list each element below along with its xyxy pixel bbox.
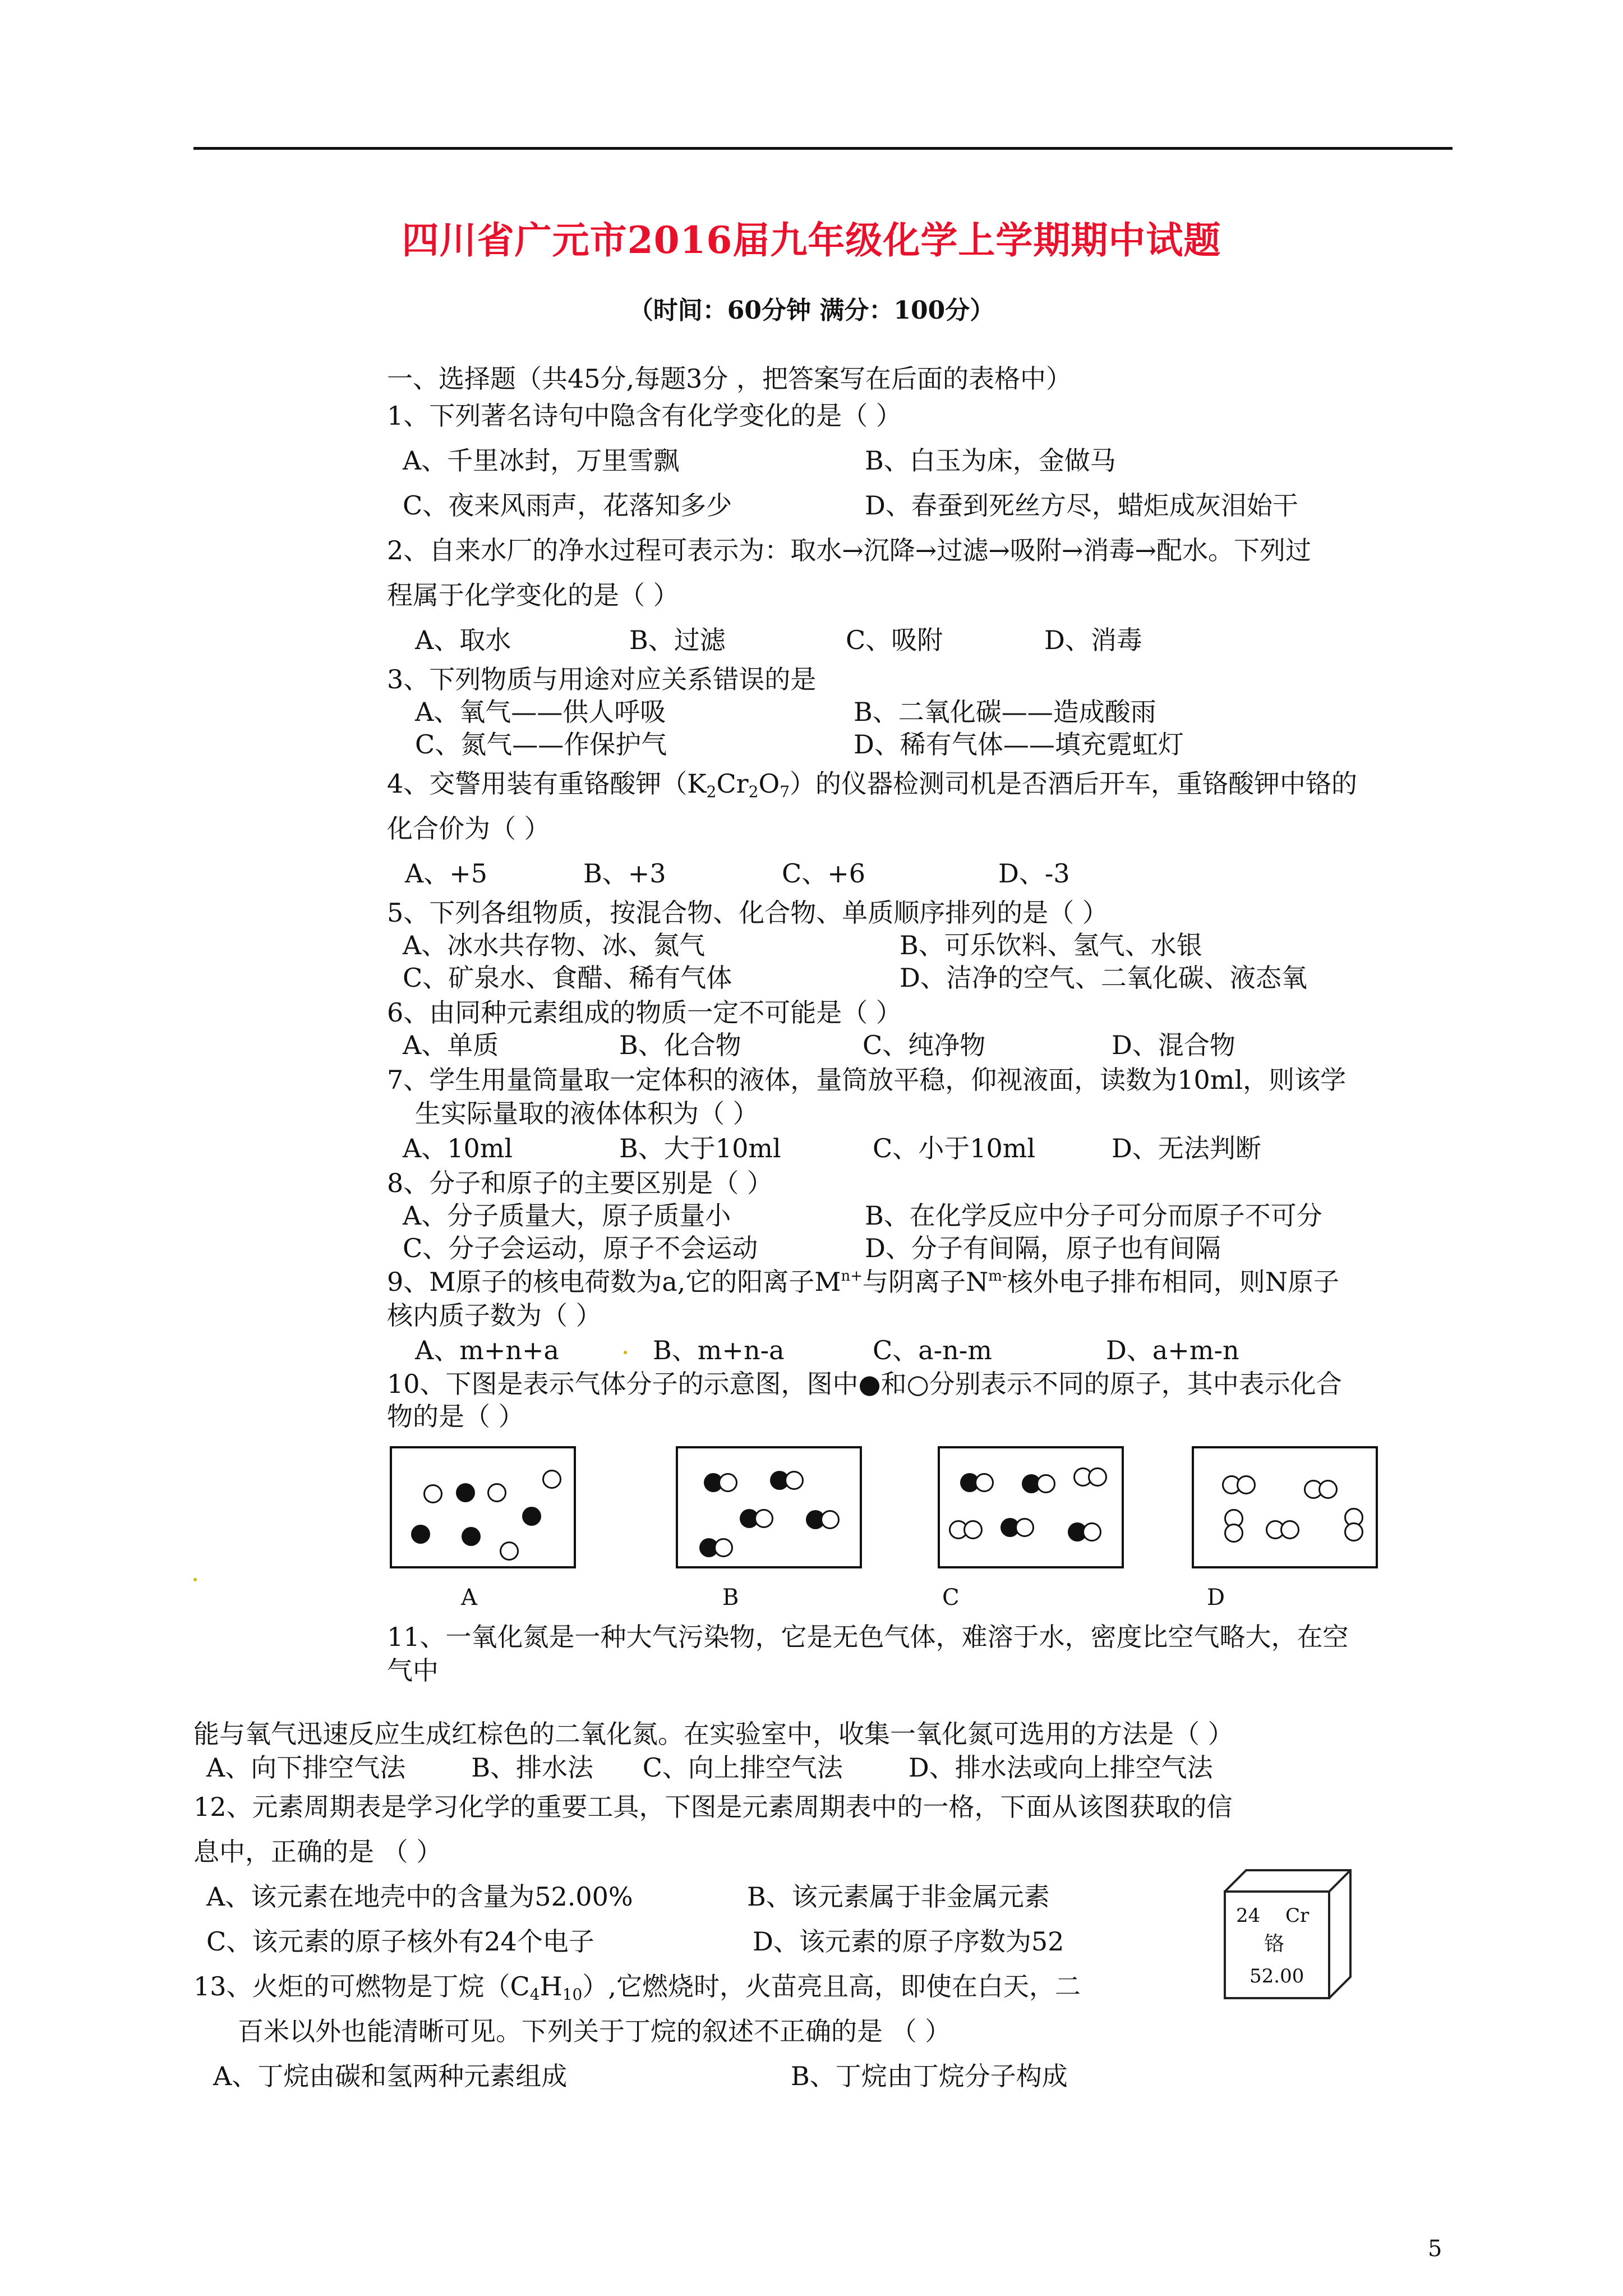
q7-stem-2: 生实际量取的液体体积为（ ） [415,1098,759,1129]
q4-option-d: D、-3 [998,858,1070,889]
white-atom [963,1520,983,1539]
stray-mark [193,1578,197,1581]
q12-option-a: A、该元素在地壳中的含量为52.00% [206,1881,633,1912]
q2-stem-2: 程属于化学变化的是（ ） [387,580,679,610]
molecule-box-d [1192,1446,1378,1568]
element-symbol: Cr [1285,1904,1310,1927]
q8-option-a: A、分子质量大，原子质量小 [403,1200,731,1231]
q4-option-a: A、+5 [405,858,488,889]
white-atom [500,1542,519,1561]
q13-stem-1: 13、火炬的可燃物是丁烷$(C_4H_{10})$,它燃烧时，火苗亮且高，即使在白天，二 [193,1971,1081,2004]
white-atom [487,1483,506,1502]
white-atom [1344,1522,1363,1542]
q3-option-c: C、氮气——作保护气 [415,729,667,760]
q12-option-d: D、该元素的原子序数为52 [753,1926,1064,1957]
q9-stem-2: 核内质子数为（ ） [387,1300,602,1331]
q3-option-a: A、氧气——供人呼吸 [415,697,666,727]
q1-option-a: A、千里冰封，万里雪飘 [403,445,680,476]
q11-stem-1: 11、一氧化氮是一种大气污染物，它是无色气体，难溶于水，密度比空气略大，在空 [387,1622,1349,1652]
q9-option-d: D、a+m-n [1106,1335,1239,1365]
white-atom [1036,1474,1055,1493]
q4-stem-2: 化合价为（ ） [387,813,550,844]
q12-stem-2: 息中，正确的是 （ ） [193,1837,442,1867]
element-name: 铬 [1264,1932,1285,1955]
q12-option-c: C、该元素的原子核外有24个电子 [206,1926,594,1957]
periodic-table-cell [1223,1868,1353,2000]
q7-option-a: A、10ml [403,1133,513,1163]
q3-option-b: B、二氧化碳——造成酸雨 [854,697,1156,727]
q5-option-b: B、可乐饮料、氢气、水银 [900,930,1202,960]
white-atom [1318,1480,1338,1499]
white-atom [423,1484,442,1503]
atomic-mass: 52.00 [1249,1965,1304,1987]
q2-option-a: A、取水 [415,625,511,655]
white-atom [975,1473,994,1492]
figure-label-a: A [461,1585,477,1611]
q1-option-b: B、白玉为床，金做马 [865,445,1116,476]
header-rule [193,147,1453,150]
q6-option-a: A、单质 [403,1030,499,1060]
atomic-number: 24 [1236,1904,1261,1927]
figure-label-c: C [942,1585,960,1611]
q2-option-c: C、吸附 [846,625,943,655]
q7-stem-1: 7、学生用量筒量取一定体积的液体，量筒放平稳，仰视液面，读数为10ml，则该学 [387,1065,1347,1095]
q8-stem: 8、分子和原子的主要区别是（ ） [387,1168,773,1198]
q1-option-d: D、春蚕到死丝方尽，蜡炬成灰泪始干 [865,490,1298,521]
q9-stem-1: 9、M原子的核电荷数为a,它的阳离子$M^{n+}$与阴离子$N^{m-}$核外电子排布相同，则N原子 [387,1267,1339,1297]
q11-options: A、向下排空气法 B、排水法 C、向上排空气法 D、排水法或向上排空气法 [206,1752,1213,1783]
white-atom [1224,1524,1243,1543]
q9-option-c: C、a-n-m [873,1335,992,1365]
exam-info: （时间：60分钟 满分：100分） [628,296,995,325]
q11-stem-3: 能与氧气迅速反应生成红棕色的二氧化氮。在实验室中，收集一氧化氮可选用的方法是（ ） [193,1719,1234,1749]
q4-stem-1: 4、交警用装有重铬酸钾$(K_2Cr_2O_7)$的仪器检测司机是否酒后开车，重铬酸钾中铬的 [387,769,1358,801]
q13-option-b: B、丁烷由丁烷分子构成 [791,2061,1068,2091]
q11-stem-2: 气中 [387,1655,439,1686]
white-atom [1088,1467,1107,1487]
q13-option-a: A、丁烷由碳和氢两种元素组成 [213,2061,568,2091]
q12-option-b: B、该元素属于非金属元素 [747,1881,1050,1912]
q5-stem: 5、下列各组物质，按混合物、化合物、单质顺序排列的是（ ） [387,898,1108,928]
white-atom [714,1538,733,1557]
molecule-box-b [676,1446,862,1568]
q6-option-b: B、化合物 [619,1030,741,1060]
q6-option-c: C、纯净物 [863,1030,986,1060]
white-atom [542,1470,561,1489]
q8-option-d: D、分子有间隔，原子也有间隔 [865,1233,1221,1263]
q10-stem-1: 10、下图是表示气体分子的示意图，图中●和○分别表示不同的原子，其中表示化合 [387,1369,1342,1399]
q9-option-b: B、m+n-a [653,1335,785,1365]
section-heading: 一、选择题（共45分,每题3分 ，把答案写在后面的表格中） [387,364,1072,394]
q5-option-c: C、矿泉水、食醋、稀有气体 [403,963,732,993]
q8-option-b: B、在化学反应中分子可分而原子不可分 [865,1200,1322,1231]
white-atom [1237,1475,1256,1494]
q5-option-d: D、洁净的空气、二氧化碳、液态氧 [900,963,1307,993]
q8-option-c: C、分子会运动，原子不会运动 [403,1233,758,1263]
q2-stem-1: 2、自来水厂的净水过程可表示为：取水→沉降→过滤→吸附→消毒→配水。下列过 [387,535,1311,565]
white-atom [785,1471,804,1490]
figure-label-b: B [722,1585,739,1611]
black-atom [522,1507,541,1526]
q2-option-b: B、过滤 [629,625,726,655]
q13-stem-2: 百米以外也能清晰可见。下列关于丁烷的叙述不正确的是 （ ） [238,2016,951,2046]
molecule-box-a [390,1446,576,1568]
q9-option-a: A、m+n+a [415,1335,559,1365]
white-atom [1082,1522,1101,1542]
q7-option-d: D、无法判断 [1112,1133,1261,1163]
page-title: 四川省广元市2016届九年级化学上学期期中试题 [402,218,1221,262]
q12-stem-1: 12、元素周期表是学习化学的重要工具，下图是元素周期表中的一格，下面从该图获取的信 [193,1792,1233,1822]
q3-option-d: D、稀有气体——填充霓虹灯 [854,729,1184,760]
figure-label-d: D [1207,1585,1225,1611]
black-atom [456,1483,475,1502]
q10-stem-2: 物的是（ ） [387,1401,524,1432]
black-atom [462,1527,481,1546]
white-atom [718,1473,737,1492]
q1-stem: 1、下列著名诗句中隐含有化学变化的是（ ） [387,401,902,431]
q6-stem: 6、由同种元素组成的物质一定不可能是（ ） [387,997,902,1028]
q4-option-b: B、+3 [583,858,666,889]
q4-option-c: C、+6 [782,858,866,889]
q7-option-c: C、小于10ml [873,1133,1036,1163]
black-atom [411,1525,430,1544]
white-atom [1280,1520,1299,1539]
q1-option-c: C、夜来风雨声，花落知多少 [403,490,732,521]
molecule-box-c [938,1446,1124,1568]
q6-option-d: D、混合物 [1112,1030,1235,1060]
q3-stem: 3、下列物质与用途对应关系错误的是 [387,664,817,694]
q7-option-b: B、大于10ml [619,1133,781,1163]
white-atom [754,1509,773,1528]
q2-option-d: D、消毒 [1044,625,1142,655]
white-atom [820,1510,840,1529]
page-number: 5 [1428,2236,1442,2262]
white-atom [1015,1518,1034,1537]
stray-mark [624,1351,627,1354]
q5-option-a: A、冰水共存物、冰、氮气 [403,930,706,960]
